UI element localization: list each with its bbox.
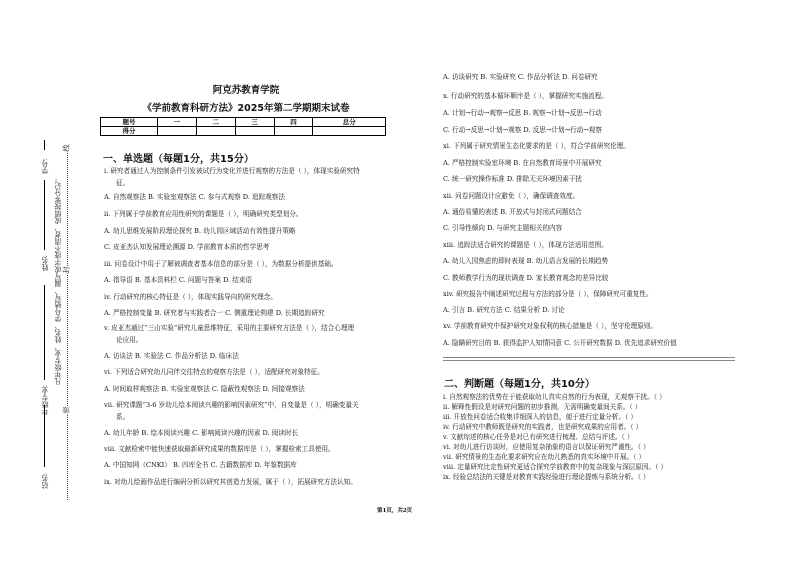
question-line: 征。 bbox=[116, 179, 130, 187]
question-line: A. 访谈研究 B. 实验研究 C. 作品分析法 D. 问卷研究 bbox=[443, 73, 598, 81]
question-line: A. 幼儿年龄 B. 绘本阅读兴趣 C. 影响阅读兴趣的因素 D. 阅读时长 bbox=[104, 429, 299, 437]
question-line: iv. 行动研究的核心特征是（ ），体现实践导向的研究理念。 bbox=[104, 293, 277, 301]
grade-major-label: 年级专业: bbox=[41, 385, 49, 416]
judgment-line: vi. 对幼儿进行访谈时，应使用复杂抽象的语言以保证研究严谨性。（ ） bbox=[443, 443, 650, 451]
student-id-line bbox=[44, 140, 45, 150]
question-line: xii. 问卷问题设计应避免（ ），确保调查效度。 bbox=[443, 192, 580, 200]
section1-title: 一、单选题（每题1分，共15分） bbox=[103, 154, 254, 165]
question-line: A. 幼儿入园焦虑的即时表现 B. 幼儿语言发展的长期趋势 bbox=[443, 257, 609, 265]
question-line: ix. 对幼儿绘画作品进行编码分析以研究其创造力发展，属于（ ），拓展研究方法认知。 bbox=[104, 478, 357, 486]
score-row-label: 得分 bbox=[101, 127, 158, 136]
page-number: 第1页，共2页 bbox=[377, 508, 413, 514]
question-line: A. 时间取样观察法 B. 实验室观察法 C. 隐蔽性观察法 D. 间接观察法 bbox=[104, 385, 305, 393]
seal-dotted-line bbox=[67, 150, 68, 500]
question-line: A. 通俗易懂的表述 B. 开放式与封闭式问题结合 bbox=[443, 208, 582, 216]
question-line: iii. 问卷设计中用于了解被调查者基本信息的部分是（ ），为数据分析提供基础。 bbox=[104, 260, 338, 268]
question-line: 论应用。 bbox=[116, 336, 143, 344]
question-line: C. 皮亚杰认知发展理论溯源 D. 学前教育本质的哲学思考 bbox=[104, 243, 270, 251]
score-header: 总分 bbox=[313, 118, 386, 127]
question-line: x. 行动研究的基本循环顺序是（ ），掌握研究实施流程。 bbox=[443, 92, 608, 100]
question-line: xv. 学前教育研究中保护研究对象权利的核心措施是（ ），坚守伦理原则。 bbox=[443, 322, 658, 330]
question-line: vi. 下列适合研究幼儿同伴交往特点的观察方法是（ ），适配研究对象特征。 bbox=[104, 368, 324, 376]
score-header: 一 bbox=[158, 118, 197, 127]
question-line: xi. 下列属于研究情景生态化要求的是（ ），符合学前研究伦理。 bbox=[443, 142, 630, 150]
exam-title: 《学前教育科研方法》2025年第二学期期末试卷 bbox=[142, 103, 350, 114]
seal-char: 密 bbox=[62, 406, 71, 414]
score-cell[interactable] bbox=[158, 127, 197, 136]
question-line: A. 严格控制实验室环境 B. 在自然教育场景中开展研究 bbox=[443, 159, 602, 167]
student-id-label: 学号: bbox=[41, 158, 49, 175]
judgment-line: iii. 开放性问卷适合收集详细深入的信息，便于进行定量分析。（ ） bbox=[443, 413, 637, 421]
question-line: C. 教师教学行为的现状调查 D. 家长教育观念的差异比较 bbox=[443, 274, 609, 282]
question-line: 系。 bbox=[116, 413, 130, 421]
question-line: A. 访谈法 B. 实验法 C. 作品分析法 D. 临床法 bbox=[104, 352, 239, 360]
name-label: 姓名: bbox=[41, 255, 49, 272]
judgment-line: iv. 行动研究中教师既是研究的实践者，也是研究成果的应用者。（ ） bbox=[443, 423, 643, 431]
grade-major-line bbox=[44, 285, 45, 380]
question-line: C. 行动→反思→计划→观察 D. 反思→计划→行动→观察 bbox=[443, 126, 602, 134]
seal-char: 封 bbox=[62, 266, 71, 274]
question-line: A. 幼儿思维发展阶段理论探究 B. 幼儿园区域活动有效性提升策略 bbox=[104, 227, 296, 235]
score-cell[interactable] bbox=[196, 127, 235, 136]
question-line: C. 引导性倾向 D. 与研究主题相关的内容 bbox=[443, 224, 563, 232]
section-divider bbox=[443, 357, 735, 361]
question-line: A. 中国知网（CNKI） B. 四库全书 C. 古籍数据库 D. 年鉴数据库 bbox=[104, 461, 297, 469]
section2-title: 二、判断题（每题1分，共10分） bbox=[444, 379, 595, 390]
question-line: A. 引言 B. 研究方法 C. 结果分析 D. 讨论 bbox=[443, 306, 565, 314]
judgment-line: ix. 经验总结法的关键是对教育实践经验进行理论提炼与系统分析。（ ） bbox=[443, 473, 650, 481]
binding-notice: 凡年级专业、姓名、学号错写、漏写或字迹不清者，成绩按零分记。 bbox=[54, 175, 62, 385]
question-line: xiii. 追踪法适合研究的课题是（ ），体现方法适用范围。 bbox=[443, 241, 608, 249]
question-line: A. 计划→行动→观察→反思 B. 观察→计划→反思→行动 bbox=[443, 109, 602, 117]
score-header: 题号 bbox=[101, 118, 158, 127]
question-line: v. 皮亚杰通过“三山实验”研究儿童思维特征，采用的主要研究方法是（ ），结合心理理 bbox=[104, 324, 355, 332]
score-header: 二 bbox=[196, 118, 235, 127]
question-line: vii. 研究课题“3-6 岁幼儿绘本阅读兴趣的影响因素研究”中，自变量是（ ），明确变量关 bbox=[104, 401, 359, 409]
score-cell[interactable] bbox=[313, 127, 386, 136]
judgment-line: i. 自然观察法的优势在于能获取幼儿真实自然的行为表现，无观察干扰。（ ） bbox=[443, 393, 666, 401]
question-line: xiv. 研究报告中阐述研究过程与方法的部分是（ ），保障研究可重复性。 bbox=[443, 290, 653, 298]
question-line: C. 统一研究操作标准 D. 排除无关环境因素干扰 bbox=[443, 175, 583, 183]
question-line: A. 自然观察法 B. 实验室观察法 C. 参与式观察 D. 追踪观察法 bbox=[104, 193, 285, 201]
judgment-line: v. 文献综述的核心任务是对已有研究进行梳理、总结与评述。（ ） bbox=[443, 433, 634, 441]
question-line: viii. 文献检索中能快速获取最新研究成果的数据库是（ ），掌握检索工具使用。 bbox=[104, 445, 335, 453]
judgment-line: viii. 定量研究比定性研究更适合探究学前教育中的复杂现象与深层原因。（ ） bbox=[443, 463, 668, 471]
question-line: A. 严格控制变量 B. 研究者与实践者合一 C. 侧重理论构建 D. 长期追踪研究 bbox=[104, 309, 325, 317]
score-table bbox=[100, 117, 386, 136]
judgment-line: ii. 解释性假设是对研究问题的初步推测，无需明确变量间关系。（ ） bbox=[443, 403, 642, 411]
score-header: 四 bbox=[274, 118, 313, 127]
question-line: A. 隐瞒研究目的 B. 获得监护人知情同意 C. 公开研究数据 D. 优先追求研究价值 bbox=[443, 339, 677, 347]
question-line: i. 研究者通过人为控制条件引发被试行为变化并进行观察的方法是（ ），体现实验研究特 bbox=[104, 167, 360, 175]
score-cell[interactable] bbox=[235, 127, 274, 136]
name-line bbox=[44, 180, 45, 250]
question-line: ii. 下列属于学前教育应用性研究的课题是（ ），明确研究类型划分。 bbox=[104, 210, 303, 218]
score-cell[interactable] bbox=[274, 127, 313, 136]
station-line bbox=[44, 405, 45, 467]
seal-char: 线 bbox=[62, 144, 71, 152]
score-header: 三 bbox=[235, 118, 274, 127]
school-name: 阿克苏教育学院 bbox=[212, 85, 280, 96]
judgment-line: vii. 研究情景的生态化要求研究应在幼儿熟悉的真实环境中开展。（ ） bbox=[443, 453, 646, 461]
question-line: A. 指导语 B. 基本资料栏 C. 问题与答案 D. 结束语 bbox=[104, 276, 253, 284]
station-label: 站名: bbox=[41, 473, 49, 490]
